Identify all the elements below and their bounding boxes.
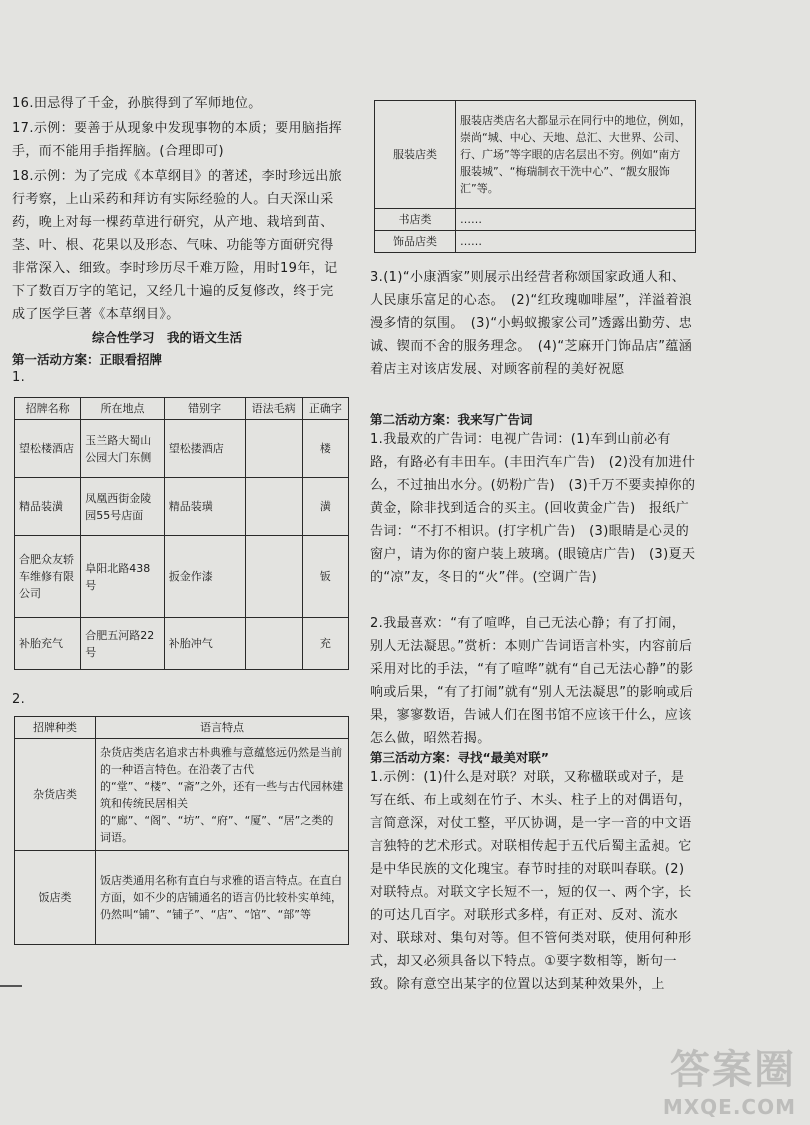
table-row (375, 209, 696, 231)
ad-answer-1: 1.我最欢的广告词：电视广告词：(1)车到山前必有路，有路必有丰田车。(丰田汽车广告) (2)没有加进什么，不过抽出水分。(奶粉广告) (3)千万不要卖掉你的黄金，除非找到适合的买主。(回收黄金广告) 报纸广告词：“不打不相识。(打字机广告) (3)眼睛是心灵的窗户，请为你的窗户装上玻璃。(眼镜店广告) (3)夏天的“凉”友，冬日的“火”伴。(空调广告) (370, 432, 696, 585)
table-row (375, 101, 696, 209)
table-header: 语言特点 (96, 717, 349, 739)
table-cell: 扳金作漆 (164, 536, 245, 618)
table-cell: 杂货店类店名追求古朴典雅与意蕴悠远仍然是当前的一种语言特色。在沿袭了古代的“堂”、“楼”、“斋”之外，还有一些与古代园林建筑和传统民居相关的“廊”、“阁”、“坊”、“府”、“厦”、“居”之类的词语。 (96, 739, 349, 851)
table-row (15, 478, 349, 536)
table-cell: 钣 (302, 536, 348, 618)
table-cell (245, 420, 302, 478)
table-row (15, 420, 349, 478)
table-cell: 服装店类 (375, 101, 456, 209)
table-cell: 饰品店类 (375, 231, 456, 253)
table-cell: 书店类 (375, 209, 456, 231)
watermark-url: MXQE.COM (662, 1095, 796, 1119)
table-row (375, 231, 696, 253)
table-header-row (15, 717, 349, 739)
table-cell: 充 (302, 618, 348, 670)
table-cell: 精品装璜 (164, 478, 245, 536)
table-header: 招牌名称 (15, 398, 81, 420)
signboard-language-table (14, 716, 349, 945)
table-cell: …… (456, 209, 696, 231)
answer-18: 18.示例：为了完成《本草纲目》的著述，李时珍远出旅行考察，上山采药和拜访有实际经验的人。白天深山采药，晚上对每一棵药草进行研究，从产地、栽培到苗、茎、叶、根、花果以及形态、气味、功能等方面研究得非常深入、细致。李时珍历尽千难万险，用时19年，记下了数百万字的笔记，又经几十遍的反复修改，终于完成了医学巨著《本草纲目》。 (12, 169, 343, 322)
store-type-table (374, 100, 696, 253)
table-cell: 楼 (302, 420, 348, 478)
table-row (15, 618, 349, 670)
answer-17: 17.示例：要善于从现象中发现事物的本质；要用脑指挥手，而不能用手指挥脑。(合理即可) (12, 121, 343, 159)
table-cell: 精品装潢 (15, 478, 81, 536)
q1-label: 1. (12, 370, 26, 385)
table-cell: 凤凰西街金陵园55号店面 (81, 478, 165, 536)
section-title: 综合性学习 我的语文生活 (92, 330, 243, 345)
table-cell: 饭店类通用名称有直白与求雅的语言特点。在直白方面，如不少的店铺通名的语言仍比较朴实单纯，仍然叫“铺”、“铺子”、“店”、“馆”、“部”等 (96, 851, 349, 945)
table-cell: 合肥众友轿车维修有限公司 (15, 536, 81, 618)
table-cell: 饭店类 (15, 851, 96, 945)
table-cell: …… (456, 231, 696, 253)
watermark-text: 答案圈 (670, 1046, 796, 1093)
table-cell (245, 478, 302, 536)
table-cell: 补胎冲气 (164, 618, 245, 670)
margin-mark (0, 985, 22, 987)
table-cell (245, 618, 302, 670)
table-cell: 玉兰路大蜀山公园大门东侧 (81, 420, 165, 478)
table-header-row (15, 398, 349, 420)
answer-16: 16.田忌得了千金，孙膑得到了军师地位。 (12, 96, 262, 111)
table-header: 招牌种类 (15, 717, 96, 739)
q2-label: 2. (12, 692, 26, 707)
plan1-heading: 第一活动方案：正眼看招牌 (12, 352, 163, 367)
table-header: 所在地点 (81, 398, 165, 420)
table-cell (245, 536, 302, 618)
table-cell: 杂货店类 (15, 739, 96, 851)
ad-answer-2: 2.我最喜欢：“有了喧哗，自己无法心静；有了打闹，别人无法凝思。”赏析：本则广告词语言朴实，内容前后采用对比的手法，“有了喧哗”就有“自己无法心静”的影响或后果，“有了打闹”就有“别人无法凝思”的影响或后果，寥寥数语，告诫人们在图书馆不应该干什么，应该怎么做，昭然若揭。 (370, 616, 694, 746)
table-header: 语法毛病 (245, 398, 302, 420)
table-cell: 合肥五河路22号 (81, 618, 165, 670)
table-cell: 望松楼酒店 (15, 420, 81, 478)
plan2-heading: 第二活动方案：我来写广告词 (370, 412, 533, 427)
answer-3: 3.(1)“小康酒家”则展示出经营者称颂国家政通人和、人民康乐富足的心态。 (2)“红玫瑰咖啡屋”，洋溢着浪漫多情的氛围。 (3)“小蚂蚁搬家公司”透露出勤劳、忠诚、锲而不舍的服务理念。 (4)“芝麻开门饰品店”蕴涵着店主对该店发展、对顾客前程的美好祝愿 (370, 270, 693, 377)
table-header: 错别字 (164, 398, 245, 420)
signboard-error-table (14, 397, 349, 670)
table-cell: 望松搂酒店 (164, 420, 245, 478)
table-row (15, 739, 349, 851)
watermark-logo (663, 1038, 796, 1119)
table-cell: 潢 (302, 478, 348, 536)
couplet-answer-1: 1.示例：(1)什么是对联？对联，又称楹联或对子，是写在纸、布上或刻在竹子、木头、柱子上的对偶语句，言简意深，对仗工整，平仄协调，是一字一音的中文语言独特的艺术形式。对联相传起于五代后蜀主孟昶。它是中华民族的文化瑰宝。春节时挂的对联叫春联。(2)对联特点。对联文字长短不一，短的仅一、两个字，长的可达几百字。对联形式多样，有正对、反对、流水对、联球对、集句对等。但不管何类对联，使用何种形式，却又必须具备以下特点。①要字数相等，断句一致。除有意空出某字的位置以达到某种效果外，上 (370, 770, 692, 992)
table-cell: 补胎充气 (15, 618, 81, 670)
plan3-heading: 第三活动方案：寻找“最美对联” (370, 750, 549, 765)
table-cell: 服装店类店名大都显示在同行中的地位，例如，崇尚“城、中心、天地、总汇、大世界、公司、行、广场”等字眼的店名层出不穷。例如“南方服装城”、“梅瑞制衣干洗中心”、“靓女服饰汇”等。 (456, 101, 696, 209)
table-row (15, 851, 349, 945)
table-row (15, 536, 349, 618)
table-header: 正确字 (302, 398, 348, 420)
table-cell: 阜阳北路438号 (81, 536, 165, 618)
